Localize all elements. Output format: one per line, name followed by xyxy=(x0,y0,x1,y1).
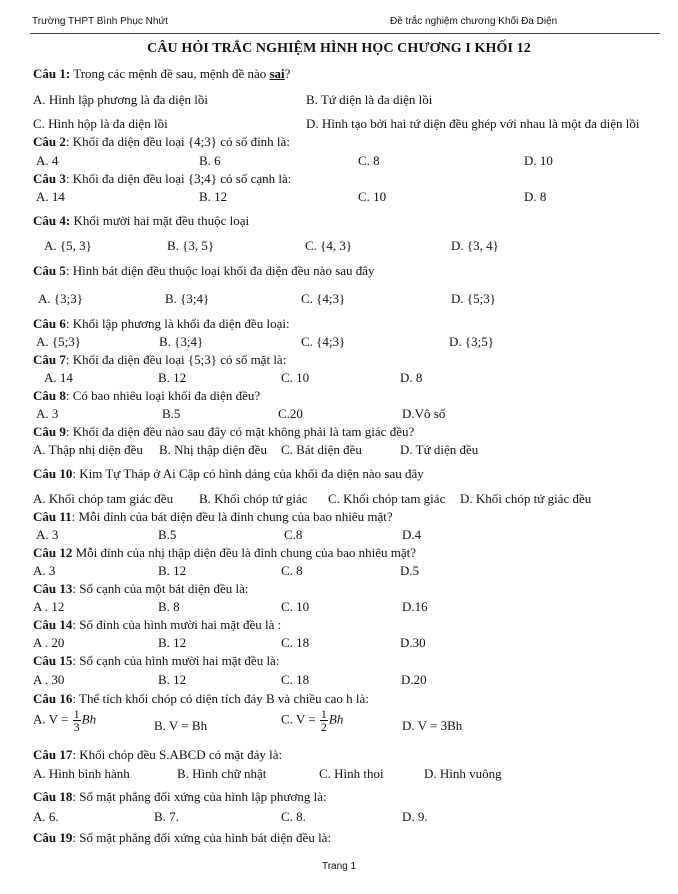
page-footer: Trang 1 xyxy=(321,861,357,872)
page-title: CÂU HỎI TRẮC NGHIỆM HÌNH HỌC CHƯƠNG I KHỐI 12 xyxy=(147,41,531,56)
answer-option: A. 3 xyxy=(36,527,59,542)
question-text: : Khối đa diện đều loại {5;3} có số mặt là: xyxy=(65,352,287,367)
question-label: Câu 3 xyxy=(33,171,66,186)
question-text: : Khối chóp đều S.ABCD có mặt đáy là: xyxy=(72,747,283,762)
answer-option: B. Nhị thập diện đều xyxy=(159,442,267,457)
question-1 xyxy=(33,66,290,82)
answer-option: B. 8 xyxy=(158,599,180,614)
answer-option: B. 12 xyxy=(158,563,187,578)
question-label: Câu 11 xyxy=(33,509,72,524)
answer-option: C. 8 xyxy=(281,563,303,578)
answer-option: C. 8. xyxy=(281,809,306,824)
answer-option: D.5 xyxy=(400,563,420,578)
answer-option: B. Khối chóp tứ giác xyxy=(199,491,308,506)
question-label: Câu 8 xyxy=(33,388,66,403)
question-4 xyxy=(33,213,249,229)
answer-option: B. {3, 5} xyxy=(167,238,215,253)
question-text: : Số cạnh của hình mười hai mặt đều là: xyxy=(72,653,280,668)
answer-option: A . 30 xyxy=(33,672,65,687)
question-text: Trong các mệnh đề sau, mệnh đề nào xyxy=(70,66,270,81)
question-label: Câu 4: xyxy=(33,213,71,228)
answer-option: B.5 xyxy=(158,527,177,542)
answer-option: C. 10 xyxy=(281,599,310,614)
question-label: Câu 2 xyxy=(33,134,66,149)
question-18 xyxy=(33,789,327,805)
question-text: : Số mặt phẳng đối xứng của hình lập phương là: xyxy=(72,789,327,804)
question-11 xyxy=(33,509,393,525)
answer-option: D.4 xyxy=(402,527,422,542)
question-text: : Khối đa diện đều loại {4;3} có số đỉnh là: xyxy=(65,134,290,149)
answer-option: C. {4;3} xyxy=(301,291,346,306)
answer-option: D.30 xyxy=(400,635,426,650)
question-19 xyxy=(33,830,331,846)
question-label: Câu 18 xyxy=(33,789,73,804)
question-15 xyxy=(33,653,279,669)
answer-option: B. Tứ diện là đa diện lồi xyxy=(306,92,433,107)
question-label: Câu 19 xyxy=(33,830,73,845)
answer-option: A. 3 xyxy=(36,406,59,421)
question-label: Câu 1: xyxy=(33,66,71,81)
answer-option: D. {3;5} xyxy=(449,334,494,349)
answer-option: D. 10 xyxy=(524,153,553,168)
fraction: $\frac{1}{2}$ xyxy=(320,707,327,734)
page-header xyxy=(32,16,658,32)
answer-option: D. 9. xyxy=(402,809,428,824)
answer-option: A. Hình lập phương là đa diện lồi xyxy=(33,92,208,107)
answer-option: B. V = Bh xyxy=(154,718,208,733)
answer-option: B. 7. xyxy=(154,809,179,824)
question-9 xyxy=(33,424,414,440)
question-16 xyxy=(33,691,369,707)
answer-option: D. {5;3} xyxy=(451,291,496,306)
answer-option: D. Khối chóp tứ giác đều xyxy=(460,491,592,506)
answer-option: C.8 xyxy=(284,527,303,542)
question-17 xyxy=(33,747,282,763)
answer-option: B. 12 xyxy=(199,189,228,204)
question-label: Câu 7 xyxy=(33,352,66,367)
answer-option: C. {4, 3} xyxy=(305,238,353,253)
question-14 xyxy=(33,617,281,633)
answer-option: A. V = $\frac{1}{3}$ Bh xyxy=(33,707,97,734)
answer-option: A . 12 xyxy=(33,599,65,614)
question-label: Câu 12 xyxy=(33,545,73,560)
question-text: : Có bao nhiêu loại khối đa diện đều? xyxy=(65,388,261,403)
question-text: : Thể tích khối chóp có diện tích đáy B và chiều cao h là: xyxy=(72,691,369,706)
question-label: Câu 9 xyxy=(33,424,66,439)
answer-option: A. 14 xyxy=(44,370,73,385)
question-3 xyxy=(33,171,291,187)
answer-option: B. 12 xyxy=(158,370,187,385)
answer-option: D. V = 3Bh xyxy=(402,718,463,733)
answer-option: D. Hình vuông xyxy=(424,766,502,781)
question-label: Câu 17 xyxy=(33,747,73,762)
answer-option: A. {5, 3} xyxy=(44,238,92,253)
question-12 xyxy=(33,545,416,561)
answer-option: A . 20 xyxy=(33,635,65,650)
answer-option: B. 12 xyxy=(158,635,187,650)
answer-option: C. 18 xyxy=(281,635,310,650)
answer-option: C. Khối chóp tam giác xyxy=(328,491,446,506)
question-text: : Hình bát diện đều thuộc loại khối đa diện đều nào sau đây xyxy=(65,263,375,278)
answer-option: D. Hình tạo bởi hai tứ diện đều ghép với nhau là một đa diện lồi xyxy=(306,116,640,131)
question-label: Câu 16 xyxy=(33,691,73,706)
question-label: Câu 6 xyxy=(33,316,66,331)
answer-option: B. {3;4} xyxy=(165,291,210,306)
answer-option: D.16 xyxy=(402,599,428,614)
answer-option: A. {3;3} xyxy=(38,291,83,306)
answer-option: D.Vô số xyxy=(402,406,446,421)
header-divider xyxy=(30,33,660,34)
answer-option: C.20 xyxy=(278,406,303,421)
answer-option: C. {4;3} xyxy=(301,334,346,349)
answer-option: A. 4 xyxy=(36,153,59,168)
fraction: $\frac{1}{3}$ xyxy=(73,707,80,734)
question-text: : Kim Tự Tháp ở Ai Cập có hình dáng của khối đa diện nào sau đây xyxy=(72,466,424,481)
question-text: Mỗi đỉnh của nhị thập diện đều là đỉnh chung của bao nhiêu mặt? xyxy=(72,545,417,560)
question-label: Câu 15 xyxy=(33,653,73,668)
question-label: Câu 13 xyxy=(33,581,73,596)
answer-option: C. Bát diện đều xyxy=(281,442,362,457)
answer-option: B.5 xyxy=(162,406,181,421)
question-8 xyxy=(33,388,260,404)
question-text: Khối mười hai mặt đều thuộc loại xyxy=(70,213,250,228)
question-label: Câu 10 xyxy=(33,466,73,481)
question-5 xyxy=(33,263,375,279)
school-name: Trường THPT Bình Phục Nhứt xyxy=(32,16,168,27)
question-label: Câu 5 xyxy=(33,263,66,278)
answer-option: A. {5;3} xyxy=(36,334,81,349)
question-10 xyxy=(33,466,424,482)
answer-option: D.20 xyxy=(401,672,427,687)
answer-option: C. V = $\frac{1}{2}$ Bh xyxy=(281,707,344,734)
question-text: : Số cạnh của một bát diện đều là: xyxy=(72,581,249,596)
answer-option: A. Hình bình hành xyxy=(33,766,130,781)
question-13 xyxy=(33,581,249,597)
question-2 xyxy=(33,134,290,150)
answer-option: A. 3 xyxy=(33,563,56,578)
question-text: : Số đỉnh của hình mười hai mặt đều là : xyxy=(72,617,282,632)
exam-subject: Đề trắc nghiệm chương Khối Đa Diện xyxy=(390,16,558,27)
answer-option: B. {3;4} xyxy=(159,334,204,349)
answer-option: D. {3, 4} xyxy=(451,238,499,253)
answer-option: C. 8 xyxy=(358,153,380,168)
answer-option: A. Thập nhị diện đều xyxy=(33,442,143,457)
answer-option: C. Hình thoi xyxy=(319,766,384,781)
answer-option: B. Hình chữ nhật xyxy=(177,766,267,781)
answer-option: A. 6. xyxy=(33,809,59,824)
answer-option: C. Hình hộp là đa diện lồi xyxy=(33,116,168,131)
question-text: : Khối đa diện đều loại {3;4} có số cạnh là: xyxy=(65,171,292,186)
answer-option: B. 12 xyxy=(158,672,187,687)
answer-option: A. 14 xyxy=(36,189,65,204)
question-text-end: ? xyxy=(284,66,291,81)
answer-option: A. Khối chóp tam giác đều xyxy=(33,491,174,506)
question-label: Câu 14 xyxy=(33,617,73,632)
answer-option: D. Tứ diện đều xyxy=(400,442,479,457)
question-text: : Mỗi đỉnh của bát diện đều là đỉnh chung của bao nhiêu mặt? xyxy=(71,509,393,524)
question-text: : Khối lập phương là khối đa diện đều loại: xyxy=(65,316,290,331)
answer-option: C. 10 xyxy=(358,189,387,204)
question-emphasis: sai xyxy=(269,66,285,81)
answer-option: B. 6 xyxy=(199,153,221,168)
question-text: : Số mặt phẳng đối xứng của hình bát diện đều là: xyxy=(72,830,332,845)
question-text: : Khối đa diện đều nào sau đây có mặt không phải là tam giác đều? xyxy=(65,424,415,439)
question-7 xyxy=(33,352,286,368)
answer-option: C. 10 xyxy=(281,370,310,385)
answer-option: D. 8 xyxy=(400,370,423,385)
question-6 xyxy=(33,316,290,332)
answer-option: C. 18 xyxy=(281,672,310,687)
answer-option: D. 8 xyxy=(524,189,547,204)
